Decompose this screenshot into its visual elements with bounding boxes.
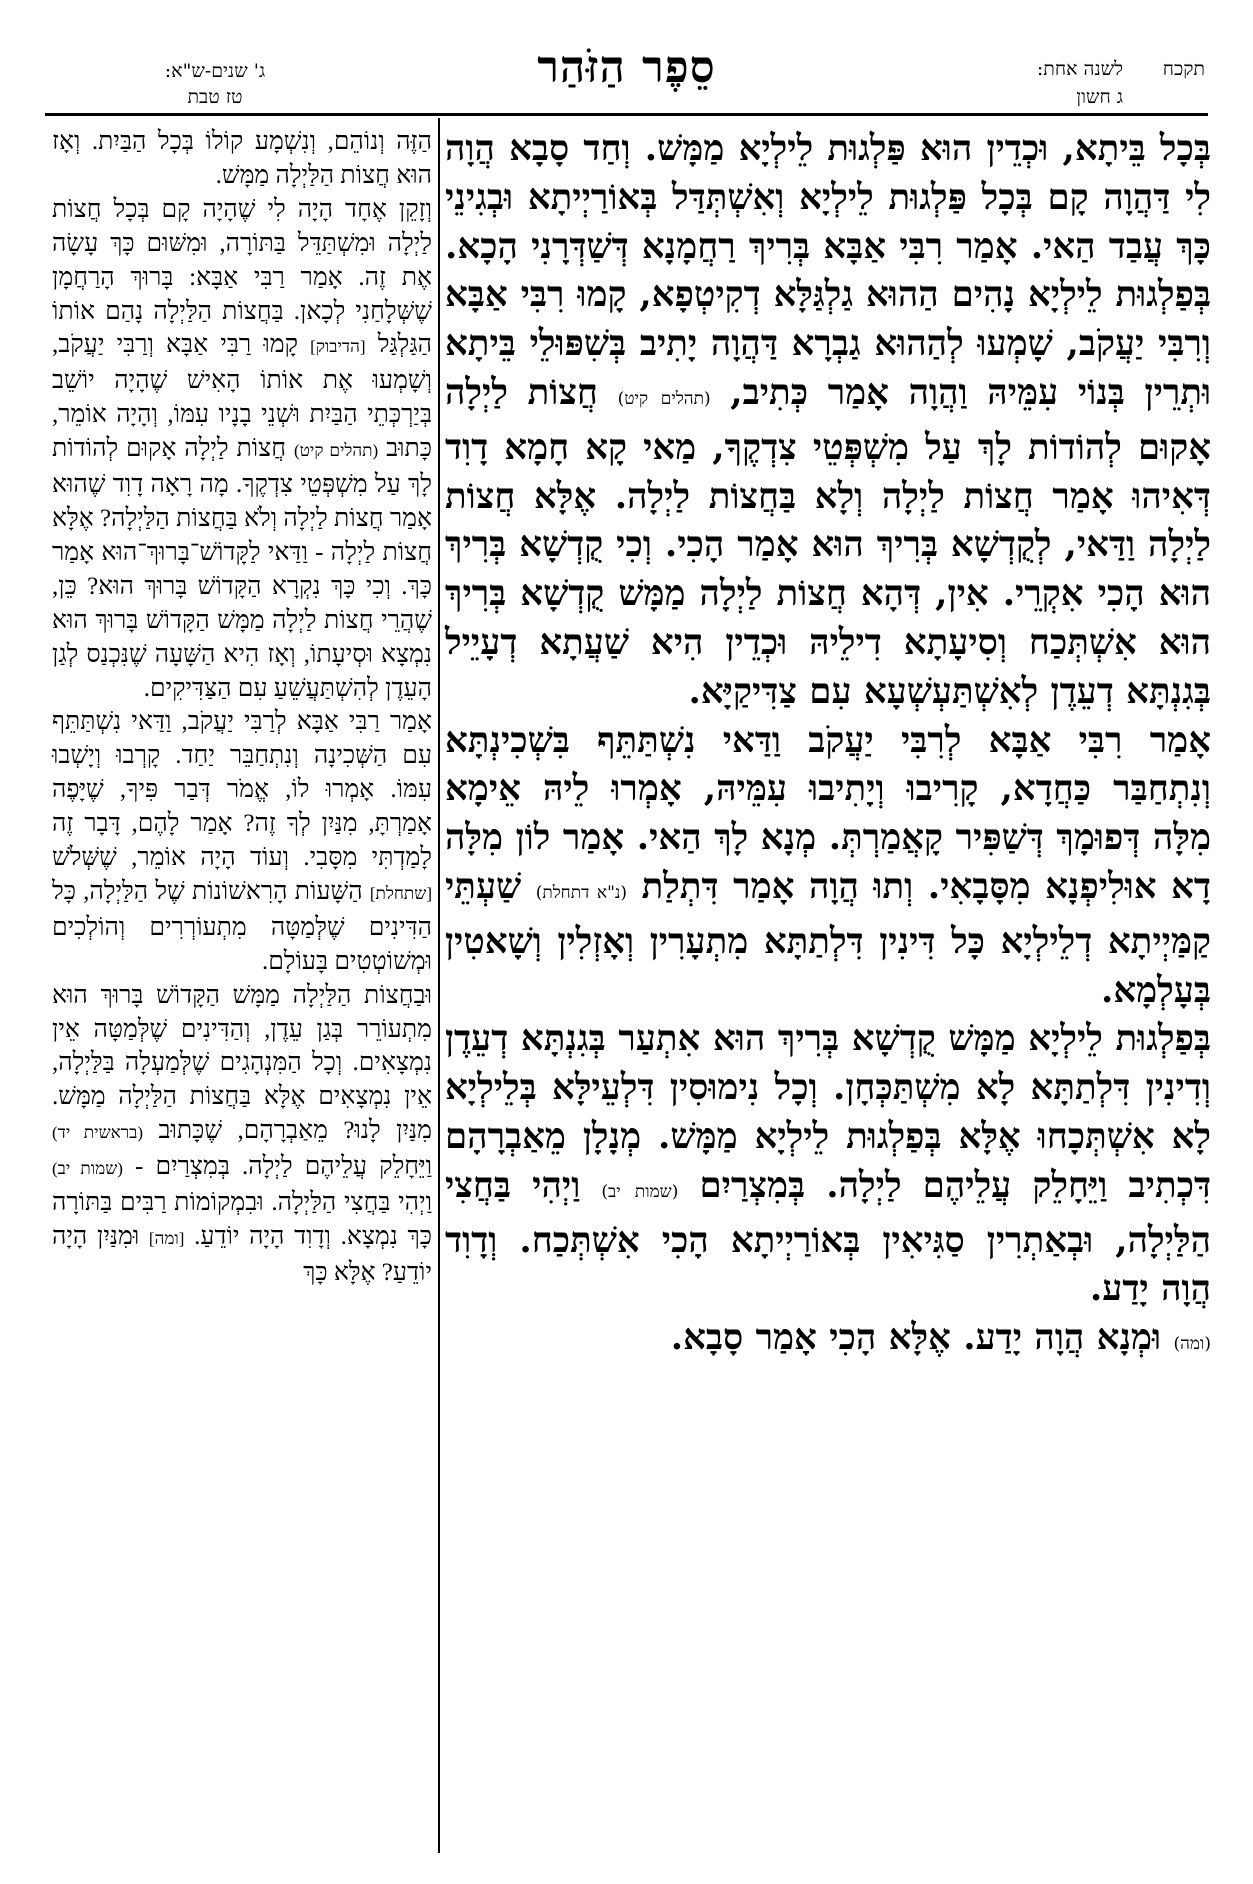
translation-paragraph	[52, 705, 432, 978]
bracket-note: [הדיבוק]	[310, 337, 366, 357]
aramaic-text: וּמְנָא הֲוָה יָדַע. אֶלָּא הָכִי אָמַר סָבָא.	[670, 1317, 1162, 1359]
header-rule	[45, 113, 1208, 116]
header-left	[50, 58, 380, 110]
aramaic-text: בְּפַלְגוּת לֵילְיָא מַמָּשׁ קֻדְשָׁא בְּרִיךְ הוּא אִתְעַר בְּגִנְתָּא דְעֵדֶן וְדִינִין דִּלְתַתָּא לָא מִשְׁתַּכְּחָן. וְכָל נִימוּסִין דִּלְעֵילָּא בְּלֵילְיָא לָא אִשְׁתְּכָחוּ אֶלָּא בְּפַלְגוּת לֵילְיָא מַמָּשׁ. מְנָלָן מֵאַבְרָהָם דִּכְתִיב וַיֵּחָלֵק עֲלֵיהֶם לַיְלָה. בְּמִצְרַיִם	[445, 1018, 1212, 1206]
translation-paragraph	[52, 979, 432, 1290]
translation-text: וְזָקֵן אֶחָד הָיָה לִי שֶׁהָיָה קָם בְּכָל חֲצוֹת לַיְלָה וּמִשְׁתַּדֵּל בַּתּוֹרָה, וּמִשּׁוּם כָּךְ עָשָׂה אֶת זֶה. אָמַר רַבִּי אַבָּא: בָּרוּךְ הָרַחֲמָן שֶׁשְּׁלָחַנִי לְכָאן. בַּחֲצוֹת הַלַּיְלָה נָהַם אוֹתוֹ הַגַּלְגַּל	[52, 195, 433, 359]
translation-text: וּמִנַּיִן הָיָה יוֹדֵעַ? אֶלָּא כָּךְ	[52, 1223, 432, 1286]
translation-paragraph	[52, 193, 432, 706]
column-divider	[438, 118, 440, 1853]
translation-text: קָמוּ רַבִּי אַבָּא וְרַבִּי יַעֲקֹב, וְשָׁמְעוּ אֶת אוֹתוֹ הָאִישׁ שֶׁהָיָה יוֹשֵׁב בְּיַרְכְּתֵי הַבַּיִת וּשְׁנֵי בָנָיו עִמּוֹ, וְהָיָה אוֹמֵר, כָּתוּב	[52, 331, 433, 463]
date-cheshvan: ג חשון	[1076, 86, 1123, 108]
aramaic-text: שַׁעְתֵּי קַמַּיְיתָא דְלֵילְיָא כָּל דִּינִין דִּלְתַתָּא מִתְעָרִין וְאָזְלִין וְשָׁאטִין בְּעָלְמָא.	[445, 865, 1211, 1011]
verse-reference: (שמות יב)	[52, 1159, 123, 1179]
aramaic-paragraph	[445, 125, 1211, 717]
aramaic-paragraph	[445, 1314, 1211, 1369]
aramaic-text: וַיְהִי בַּחֲצִי הַלַּיְלָה, וּבְאַתְרִין סַגִּיאִין בְּאוֹרַיְיתָא הָכִי אִשְׁתְּכַח. וְדָוִד הֲוָה יָדַע.	[445, 1164, 1211, 1310]
translation-text: אָמַר רַבִּי אַבָּא לְרַבִּי יַעֲקֹב, וַדַּאי נִשְׁתַּתֵּף עִם הַשְּׁכִינָה וְנִתְחַבֵּר יַחַד. קָרְבוּ וְיָשְׁבוּ עִמּוֹ. אָמְרוּ לוֹ, אֱמֹר דְּבַר פִּיךָ, שֶׁיָּפֶה אָמַרְתָּ, מִנַּיִן לְךָ זֶה? אָמַר לָהֶם, דָּבָר זֶה לָמַדְתִּי מִסָּבִי. וְעוֹד הָיָה אוֹמֵר, שֶׁשְּׁלֹשׁ	[52, 708, 432, 872]
translation-text: חֲצוֹת לַיְלָה אָקוּם לְהוֹדוֹת לָךְ עַל מִשְׁפְּטֵי צִדְקֶךָ. מָה רָאָה דָוִד שֶׁהוּא אָמַר חֲצוֹת לַיְלָה וְלֹא בַּחֲצוֹת הַלַּיְלָה? אֶלָּא חֲצוֹת לַיְלָה - וַדַּאי לַקָּדוֹשׁ־בָּרוּךְ־הוּא אָמַר כָּךְ. וְכִי כָּךְ נִקְרָא הַקָּדוֹשׁ בָּרוּךְ הוּא? כֵּן, שֶׁהֲרֵי חֲצוֹת לַיְלָה מַמָּשׁ הַקָּדוֹשׁ בָּרוּךְ הוּא נִמְצָא וּסְיעָתוֹ, וְאָז הִיא הַשָּׁעָה שֶׁנִּכְנַס לְגַן הָעֵדֶן לְהִשְׁתַּעֲשֵׁעַ עִם הַצַּדִּיקִים.	[52, 435, 432, 702]
leap-label: ג' שנים-ש"א:	[164, 60, 266, 82]
aramaic-text: בְּכָל בֵּיתָא, וּכְדֵין הוּא פַּלְגוּת לֵילְיָא מַמָּשׁ. וְחַד סָבָא הֲוָה לִי דַּהֲוָה קָם בְּכָל פַּלְגוּת לֵילְיָא וְאִשְׁתְּדַּל בְּאוֹרַיְיתָא וּבְגִינֵי כָּךְ עֲבַד הַאי. אָמַר רִבִּי אַבָּא בְּרִיךְ רַחֲמָנָא דְּשַׁדְּרָנִי הָכָא. בְּפַלְגוּת לֵילְיָא נָהִים הַהוּא גַלְגַּלָּא דְקִיטְפָא, קָמוּ רִבִּי אַבָּא וְרִבִּי יַעֲקֹב, שָׁמְעוּ לְהַהוּא גַבְרָא דַּהֲוָה יָתִיב בְּשִׁפּוּלֵי בֵּיתָא וּתְרֵין בְּנוֹי עִמֵּיהּ וַהֲוָה אָמַר כְּתִיב,	[445, 128, 1212, 413]
book-title: סֵפֶר הַזֹּהַר	[537, 42, 716, 93]
translation-text: הַשָּׁעוֹת הָרִאשׁוֹנוֹת שֶׁל הַלַּיְלָה, כָּל הַדִּינִים שֶׁלְּמַטָּה מִתְעוֹרְרִים וְהוֹלְכִים וּמְשׁוֹטְטִים בָּעוֹלָם.	[52, 877, 432, 975]
aramaic-paragraph	[445, 1015, 1211, 1314]
year-label: לשנה אחת:	[1036, 58, 1123, 80]
verse-reference: (שמות יב)	[601, 1181, 679, 1202]
variant-note: (נ"א דתחלת)	[535, 882, 628, 903]
translation-text: הַזֶּה וְנוֹהֵם, וְנִשְׁמָע קוֹלוֹ בְּכָל הַבַּיִת. וְאָז הוּא חֲצוֹת הַלַּיְלָה מַמָּשׁ.	[52, 128, 432, 189]
translation-paragraph	[52, 125, 432, 193]
bracket-note: (ומה)	[1173, 1334, 1211, 1355]
date-tevet: טז טבת	[187, 86, 243, 108]
aramaic-text: אָמַר רִבִּי אַבָּא לְרִבִּי יַעֲקֹב וַדַּאי נִשְׁתַּתֵּף בִּשְׁכִינְתָּא וְנִתְחַבַּר כַּחֲדָא, קָרִיבוּ וְיָתִיבוּ עִמֵּיהּ, אָמְרוּ לֵיהּ אֵימָא מִלָּה דְּפוּמָךְ דְּשַׁפִּיר קָאֲמַרְתְּ. מְנָא לָךְ הַאי. אָמַר לוֹן מִלָּה דָא אוּלִיפְנָא מִסָּבָאִי. וְתוּ הֲוָה אָמַר דִּתְלַת	[445, 719, 1211, 907]
translation-text: וַיְהִי בַּחֲצִי הַלַּיְלָה. וּבִמְקוֹמוֹת רַבִּים בַּתּוֹרָה כָּךְ נִמְצָא. וְדָוִד הָיָה יוֹדֵעַ.	[52, 1189, 433, 1250]
hebrew-translation-column	[52, 125, 432, 1290]
verse-reference: (תהלים קיט)	[617, 388, 711, 409]
translation-text: וַיֵּחָלֵק עֲלֵיהֶם לַיְלָה. בְּמִצְרַיִם -	[135, 1153, 433, 1181]
bracket-note: [ומה]	[148, 1229, 185, 1248]
aramaic-paragraph	[445, 717, 1211, 1016]
aramaic-text: חֲצוֹת לַיְלָה אָקוּם לְהוֹדוֹת לָךְ עַל מִשְׁפְּטֵי צִדְקֶךָ, מַאי קָא חָמָא דָוִד דְּאִיהוּ אָמַר חֲצוֹת לַיְלָה וְלָא בַּחֲצוֹת לַיְלָה. אֶלָּא חֲצוֹת לַיְלָה וַדַּאי, לְקֻדְשָׁא בְּרִיךְ הוּא אָמַר הָכִי. וְכִי קֻדְשָׁא בְּרִיךְ הוּא הָכִי אִקְרֵי. אִין, דְּהָא חֲצוֹת לַיְלָה מַמָּשׁ קֻדְשָׁא בְּרִיךְ הוּא אִשְׁתְּכַח וְסִיעָתָא דִילֵיהּ וּכְדֵין הִיא שַׁעֲתָא דְעָיֵיל בְּגִנְתָּא דְעֵדֶן לְאִשְׁתַּעְשְׁעָא עִם צַדִּיקַיָּא.	[445, 371, 1211, 712]
verse-reference: (בראשית יד)	[52, 1123, 144, 1143]
bracket-note: [שתחלת]	[369, 883, 432, 903]
verse-reference: (תהלים קיט)	[293, 441, 379, 461]
tikkun-number: תקכח	[1162, 58, 1205, 80]
aramaic-column	[445, 125, 1211, 1369]
translation-text: וּבַחֲצוֹת הַלַּיְלָה מַמָּשׁ הַקָּדוֹשׁ בָּרוּךְ הוּא מִתְעוֹרֵר בְּגַן עֵדֶן, וְהַדִּינִים שֶׁלְּמַטָּה אֵין נִמְצָאִים. וְכָל הַמִּנְהָגִים שֶׁלְּמַעְלָה בַּלַּיְלָה, אֵין נִמְצָאִים אֶלָּא בַּחֲצוֹת הַלַּיְלָה מַמָּשׁ. מִנַּיִן לָנוּ? מֵאַבְרָהָם, שֶׁכָּתוּב	[52, 981, 433, 1145]
